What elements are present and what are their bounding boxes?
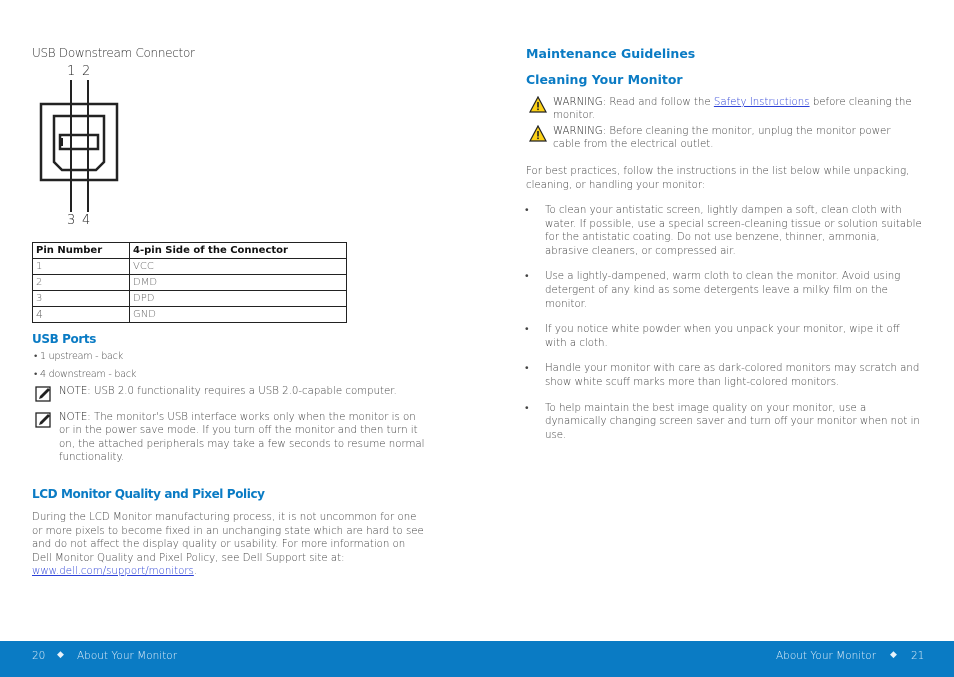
- list-item: • If you notice white powder when you unpack your monitor, wipe it off with a cloth.: [525, 323, 923, 350]
- safety-instructions-link[interactable]: Safety Instructions: [713, 97, 810, 108]
- warning-triangle-icon: [529, 125, 547, 143]
- cleaning-intro: For best practices, follow the instructions in the list below while unpacking, cleaning, or handling your monitor:: [526, 166, 910, 191]
- note-label: NOTE:: [59, 386, 91, 397]
- table-cell: 3: [33, 291, 130, 307]
- warning-unplug: [529, 125, 923, 152]
- maintenance-heading: Maintenance Guidelines: [526, 46, 696, 61]
- usb-b-connector-icon: [38, 80, 122, 212]
- note-label: NOTE:: [59, 412, 91, 423]
- pin-table: [32, 242, 347, 323]
- left-page-number: 20: [32, 650, 46, 662]
- warning-label: WARNING:: [553, 126, 607, 137]
- warning-triangle-icon: [529, 96, 547, 114]
- table-row: [33, 307, 347, 323]
- list-item: • Handle your monitor with care as dark-colored monitors may scratch and show white scuff marks more than light-colored monitors.: [525, 362, 923, 389]
- lcd-policy-text: During the LCD Monitor manufacturing process, it is not uncommon for one or more pixels to become fixed in an unchanging state which are hard to see and do not affect the display quality or usability. For more information on Dell Monitor Quality and Pixel Policy, see Dell Support site at:: [32, 512, 424, 564]
- table-header-cell: 4-pin Side of the Connector: [130, 243, 347, 259]
- diamond-icon: ◆: [57, 650, 64, 660]
- usb-ports-list: [34, 351, 136, 380]
- table-cell: 1: [33, 259, 130, 275]
- table-row: [33, 291, 347, 307]
- table-cell: 2: [33, 275, 130, 291]
- lcd-policy-paragraph: During the LCD Monitor manufacturing process, it is not uncommon for one or more pixels to become fixed in an unchanging state which are hard to see and do not affect the display quality or usability. For more information on Dell Monitor Quality and Pixel Policy, see Dell Support site at: www.dell.com/support/monitors.: [32, 512, 424, 578]
- warning-text: Before cleaning the monitor, unplug the monitor power cable from the electrical outlet.: [553, 126, 891, 151]
- warning-text: Read and follow the: [609, 97, 711, 108]
- list-item: • 4 downstream - back: [34, 369, 137, 380]
- right-page-number: 21: [911, 650, 925, 662]
- list-item: • To help maintain the best image quality on your monitor, use a dynamically changing screen saver and turn off your monitor when not in use.: [525, 402, 923, 443]
- lcd-policy-heading: LCD Monitor Quality and Pixel Policy: [32, 487, 265, 501]
- right-footer-title: About Your Monitor: [776, 650, 877, 662]
- table-cell: VCC: [130, 259, 347, 275]
- page-footer: [0, 641, 954, 677]
- list-item: • Use a lightly-dampened, warm cloth to clean the monitor. Avoid using detergent of any kind as some detergents leave a milky film on the monitor.: [525, 270, 923, 311]
- cleaning-list: [525, 204, 923, 442]
- dell-support-link[interactable]: www.dell.com/support/monitors: [32, 566, 194, 578]
- warning-text: before cleaning the monitor.: [553, 97, 912, 122]
- table-row: [33, 259, 347, 275]
- table-row: [33, 275, 347, 291]
- note-pencil-icon: [35, 385, 53, 403]
- list-item: • To clean your antistatic screen, lightly dampen a soft, clean cloth with water. If possible, use a special screen-cleaning tissue or solution suitable for the antistatic coating. Do not use benzene, thinner, ammonia, abrasive cleaners, or compressed air.: [525, 204, 923, 258]
- usb-ports-heading: USB Ports: [32, 332, 96, 346]
- warning-safety: [529, 96, 923, 123]
- pin-label-2: 2: [82, 64, 91, 79]
- table-header-row: [33, 243, 347, 259]
- table-header-cell: Pin Number: [33, 243, 130, 259]
- list-item: • 1 upstream - back: [34, 351, 124, 362]
- table-cell: GND: [130, 307, 347, 323]
- pin-label-4: 4: [82, 213, 91, 228]
- note-pencil-icon: [35, 411, 53, 429]
- pin-label-1: 1: [67, 64, 76, 79]
- table-cell: 4: [33, 307, 130, 323]
- cleaning-heading: Cleaning Your Monitor: [526, 72, 683, 87]
- table-cell: DMD: [130, 275, 347, 291]
- pin-label-3: 3: [67, 213, 76, 228]
- left-footer-title: About Your Monitor: [77, 650, 178, 662]
- note-usb2: [35, 385, 427, 403]
- usb-connector-diagram: [38, 64, 122, 230]
- note-text: USB 2.0 functionality requires a USB 2.0-capable computer.: [93, 386, 397, 397]
- warning-label: WARNING:: [553, 97, 607, 108]
- note-usb-interface: [35, 411, 427, 465]
- connector-title: USB Downstream Connector: [32, 46, 195, 60]
- diamond-icon: ◆: [890, 650, 897, 660]
- note-text: The monitor's USB interface works only when the monitor is on or in the power save mode. If you turn off the monitor and then turn it on, the attached peripherals may take a few seconds to resume normal functionality.: [59, 412, 425, 464]
- table-cell: DPD: [130, 291, 347, 307]
